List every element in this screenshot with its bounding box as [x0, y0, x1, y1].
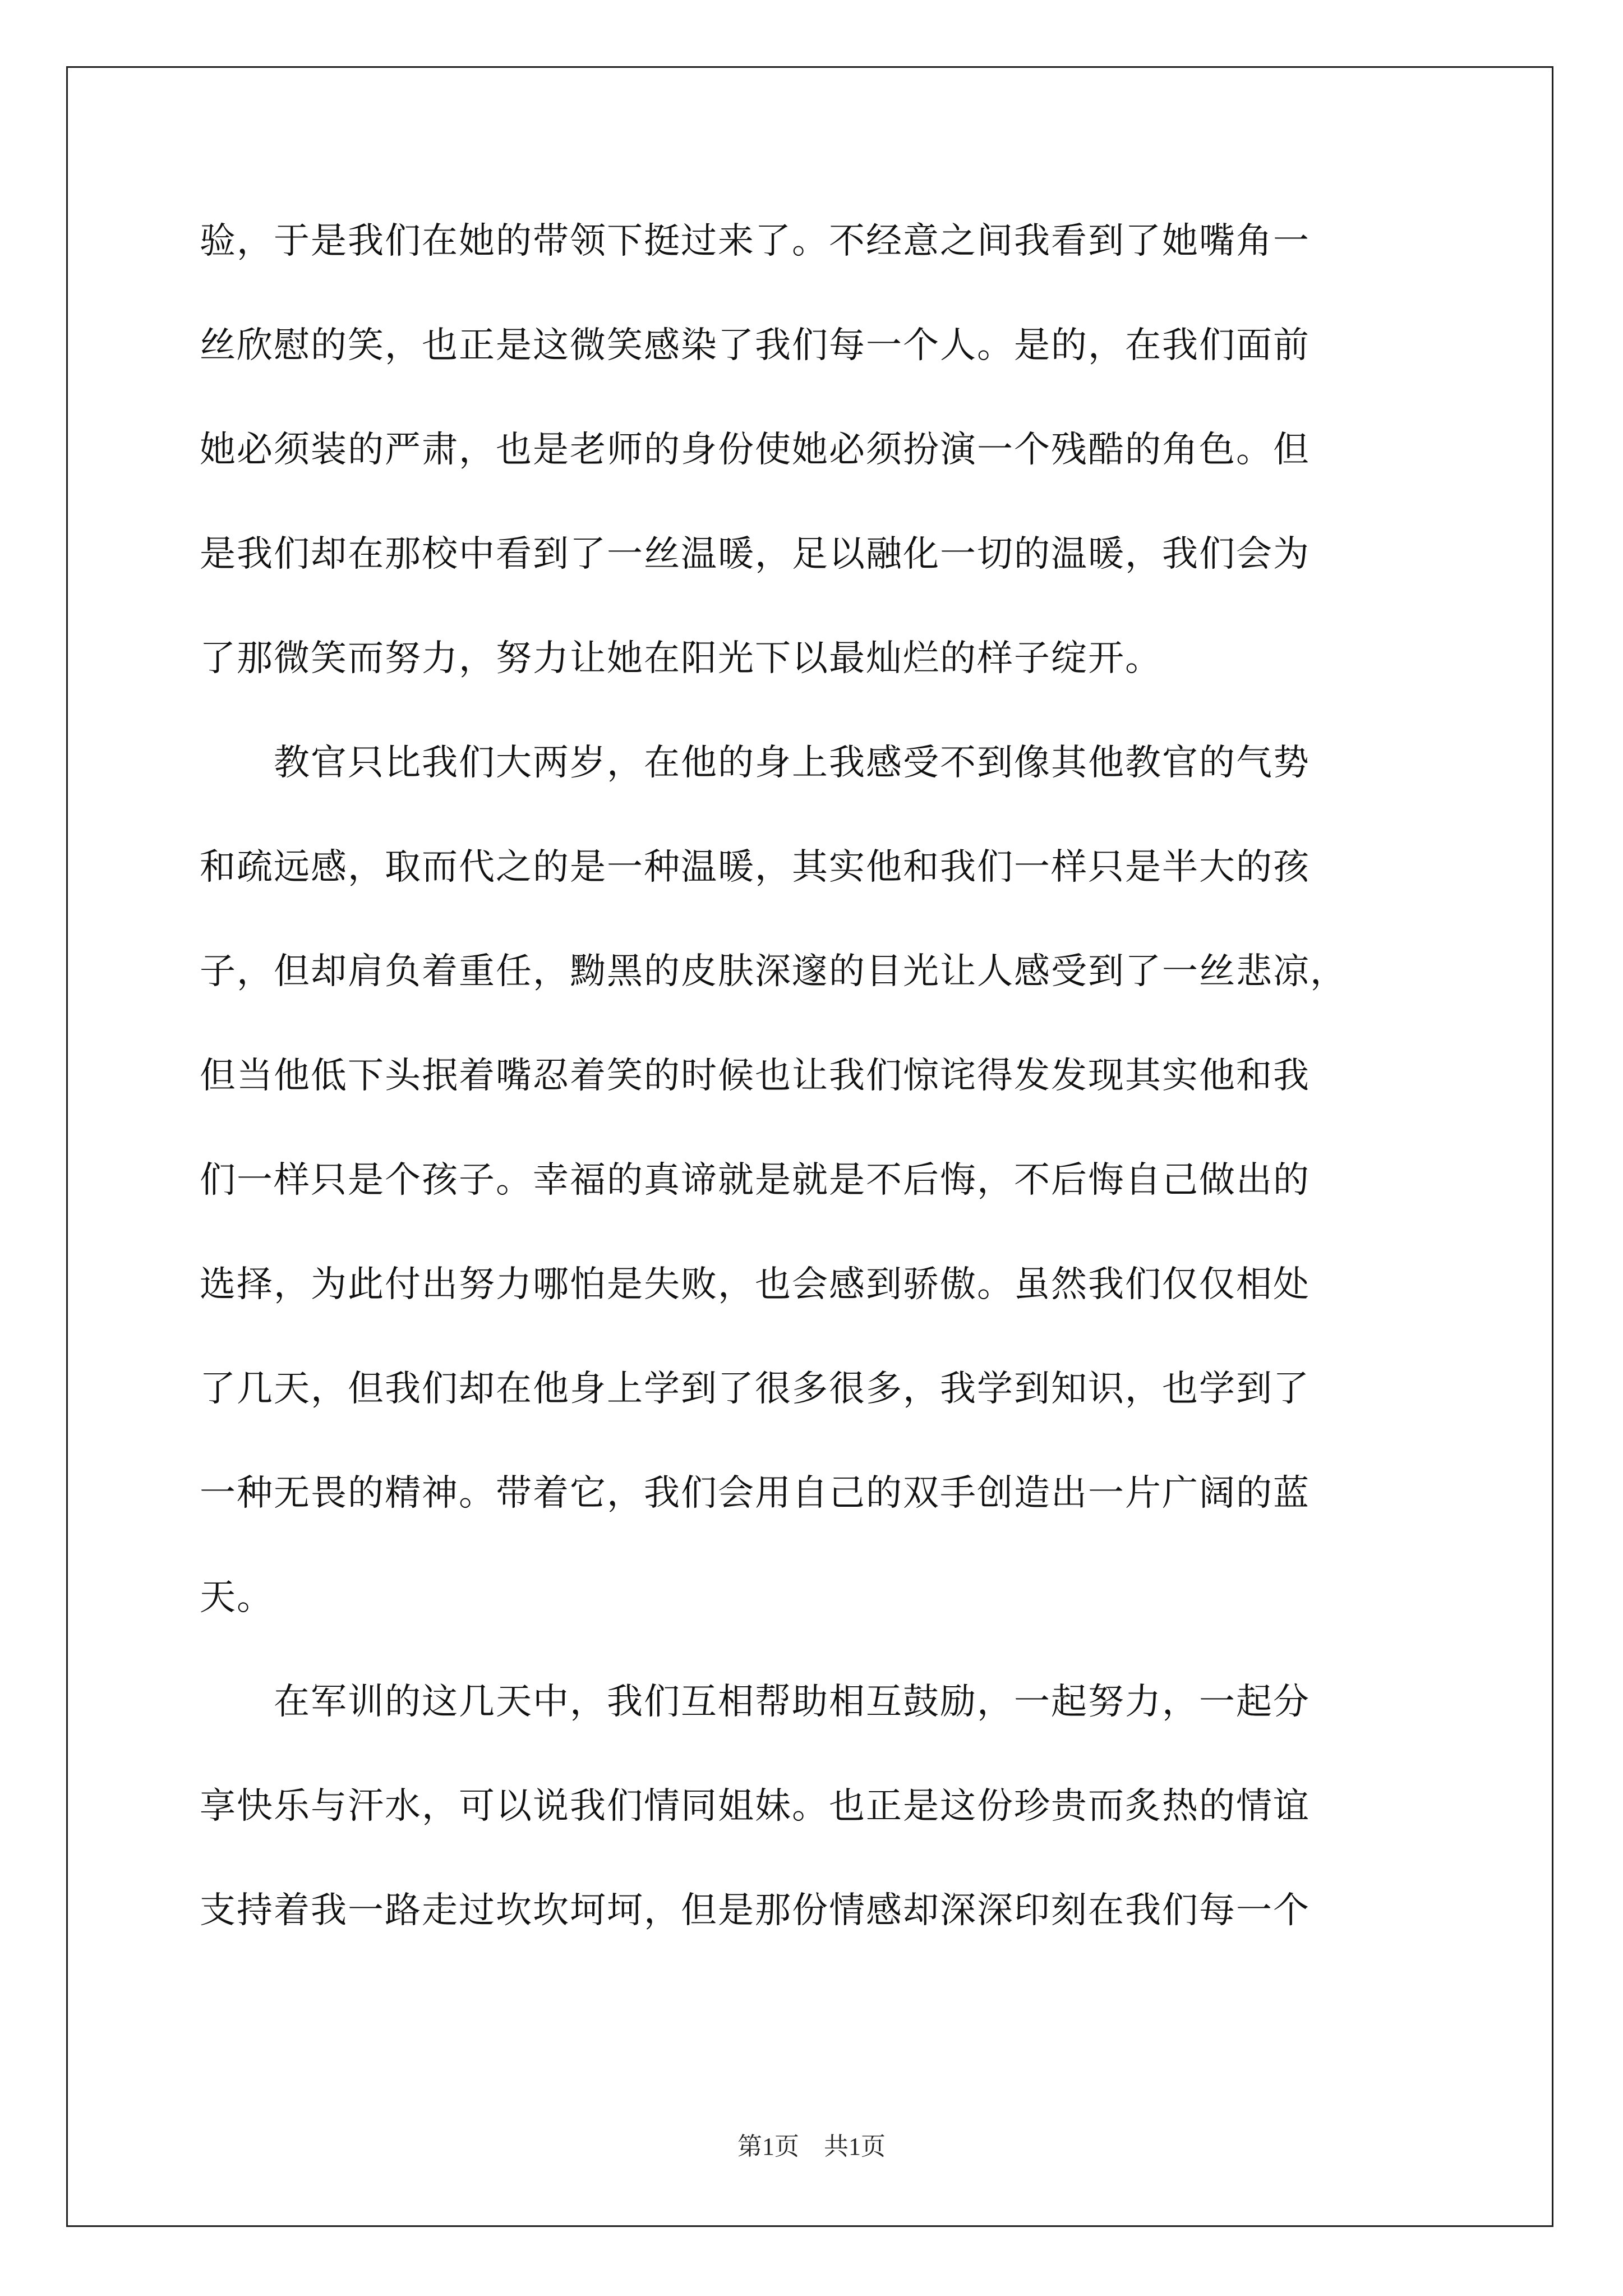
text-line: 她必须装的严肃，也是老师的身份使她必须扮演一个残酷的角色。但 [200, 429, 1310, 471]
text-line: 们一样只是个孩子。幸福的真谛就是就是不后悔，不后悔自己做出的 [200, 1159, 1310, 1201]
text-line: 了几天，但我们却在他身上学到了很多很多，我学到知识，也学到了 [200, 1368, 1310, 1410]
text-line: 和疏远感，取而代之的是一种温暖，其实他和我们一样只是半大的孩 [200, 846, 1310, 888]
text-line: 验，于是我们在她的带领下挺过来了。不经意之间我看到了她嘴角一 [200, 220, 1310, 262]
text-line: 子，但却肩负着重任，黝黑的皮肤深邃的目光让人感受到了一丝悲凉， [200, 951, 1347, 992]
text-line: 教官只比我们大两岁，在他的身上我感受不到像其他教官的气势 [200, 742, 1310, 784]
text-line: 支持着我一路走过坎坎坷坷，但是那份情感却深深印刻在我们每一个 [200, 1890, 1310, 1931]
text-line: 一种无畏的精神。带着它，我们会用自己的双手创造出一片广阔的蓝 [200, 1473, 1310, 1514]
text-line: 但当他低下头抿着嘴忍着笑的时候也让我们惊诧得发发现其实他和我 [200, 1055, 1310, 1097]
page-footer [0, 2126, 1623, 2162]
text-line: 天。 [200, 1577, 274, 1618]
text-line: 丝欣慰的笑，也正是这微笑感染了我们每一个人。是的，在我们面前 [200, 325, 1310, 366]
text-line: 是我们却在那校中看到了一丝温暖，足以融化一切的温暖，我们会为 [200, 533, 1310, 575]
text-line: 享快乐与汗水，可以说我们情同姐妹。也正是这份珍贵而炙热的情谊 [200, 1786, 1310, 1827]
text-line: 选择，为此付出努力哪怕是失败，也会感到骄傲。虽然我们仅仅相处 [200, 1264, 1310, 1305]
text-line: 了那微笑而努力，努力让她在阳光下以最灿烂的样子绽开。 [200, 638, 1162, 679]
page-number-label: 第1页 共1页 [737, 2133, 886, 2160]
text-line: 在军训的这几天中，我们互相帮助相互鼓励，一起努力，一起分 [200, 1681, 1310, 1723]
